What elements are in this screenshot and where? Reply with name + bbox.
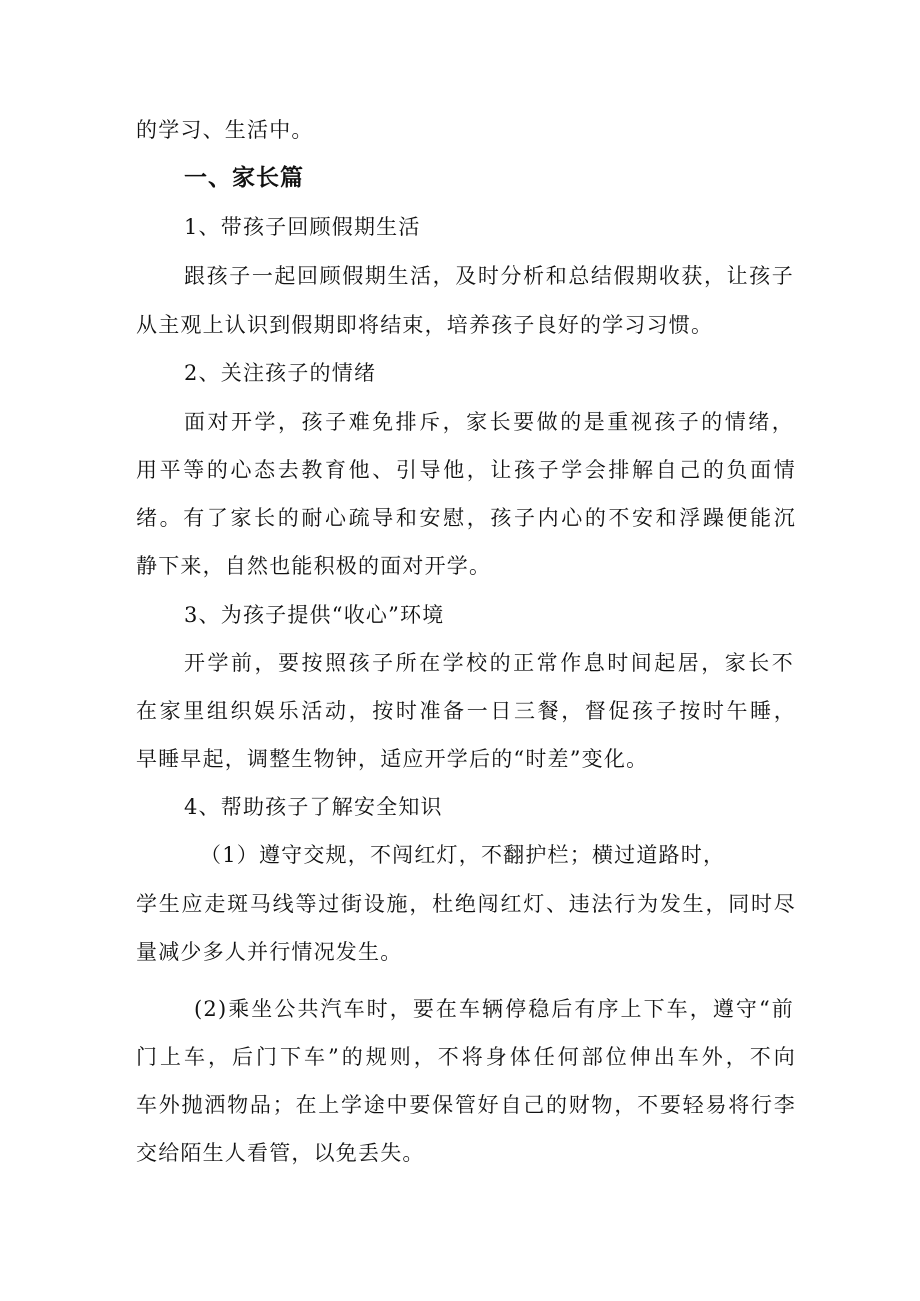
paragraph-line: 在家里组织娱乐活动，按时准备一日三餐，督促孩子按时午睡， [136, 699, 796, 723]
paragraph-line: 绪。有了家长的耐心疏导和安慰，孩子内心的不安和浮躁便能沉 [136, 506, 796, 530]
paragraph-line: 早睡早起，调整生物钟，适应开学后的“时差”变化。 [136, 747, 649, 771]
paragraph-line: 跟孩子一起回顾假期生活，及时分析和总结假期收获，让孩子 [184, 264, 794, 288]
list-item-public-bus: (2)乘坐公共汽车时，要在车辆停稳后有序上下车，遵守“前 [194, 997, 794, 1021]
paragraph-line: 量减少多人并行情况发生。 [136, 940, 403, 964]
subheading-child-emotions: 2、关注孩子的情绪 [184, 361, 377, 385]
section-heading-parents: 一、家长篇 [184, 165, 304, 191]
paragraph-line: 交给陌生人看管，以免丢失。 [136, 1141, 425, 1165]
subheading-review-holiday: 1、带孩子回顾假期生活 [184, 215, 421, 239]
paragraph-line: 从主观上认识到假期即将结束，培养孩子良好的学习习惯。 [136, 313, 714, 337]
paragraph-line: 用平等的心态去教育他、引导他，让孩子学会排解自己的负面情 [136, 458, 796, 482]
paragraph-line: 学生应走斑马线等过街设施，杜绝闯红灯、违法行为发生，同时尽 [136, 892, 796, 916]
paragraph-line: 面对开学，孩子难免排斥，家长要做的是重视孩子的情绪， [184, 410, 794, 434]
paragraph-line: 开学前，要按照孩子所在学校的正常作息时间起居，家长不 [184, 651, 794, 675]
paragraph-line: 门上车，后门下车”的规则，不将身体任何部位伸出车外，不向 [136, 1045, 796, 1069]
subheading-safety-knowledge: 4、帮助孩子了解安全知识 [184, 795, 443, 819]
list-item-traffic-rules: （1）遵守交规，不闯红灯，不翻护栏；横过道路时， [200, 843, 726, 867]
subheading-focus-environment: 3、为孩子提供“收心”环境 [184, 603, 445, 627]
paragraph-continuation: 的学习、生活中。 [136, 118, 314, 142]
paragraph-line: 静下来，自然也能积极的面对开学。 [136, 554, 492, 578]
paragraph-line: 车外抛洒物品；在上学途中要保管好自己的财物，不要轻易将行李 [136, 1093, 796, 1117]
